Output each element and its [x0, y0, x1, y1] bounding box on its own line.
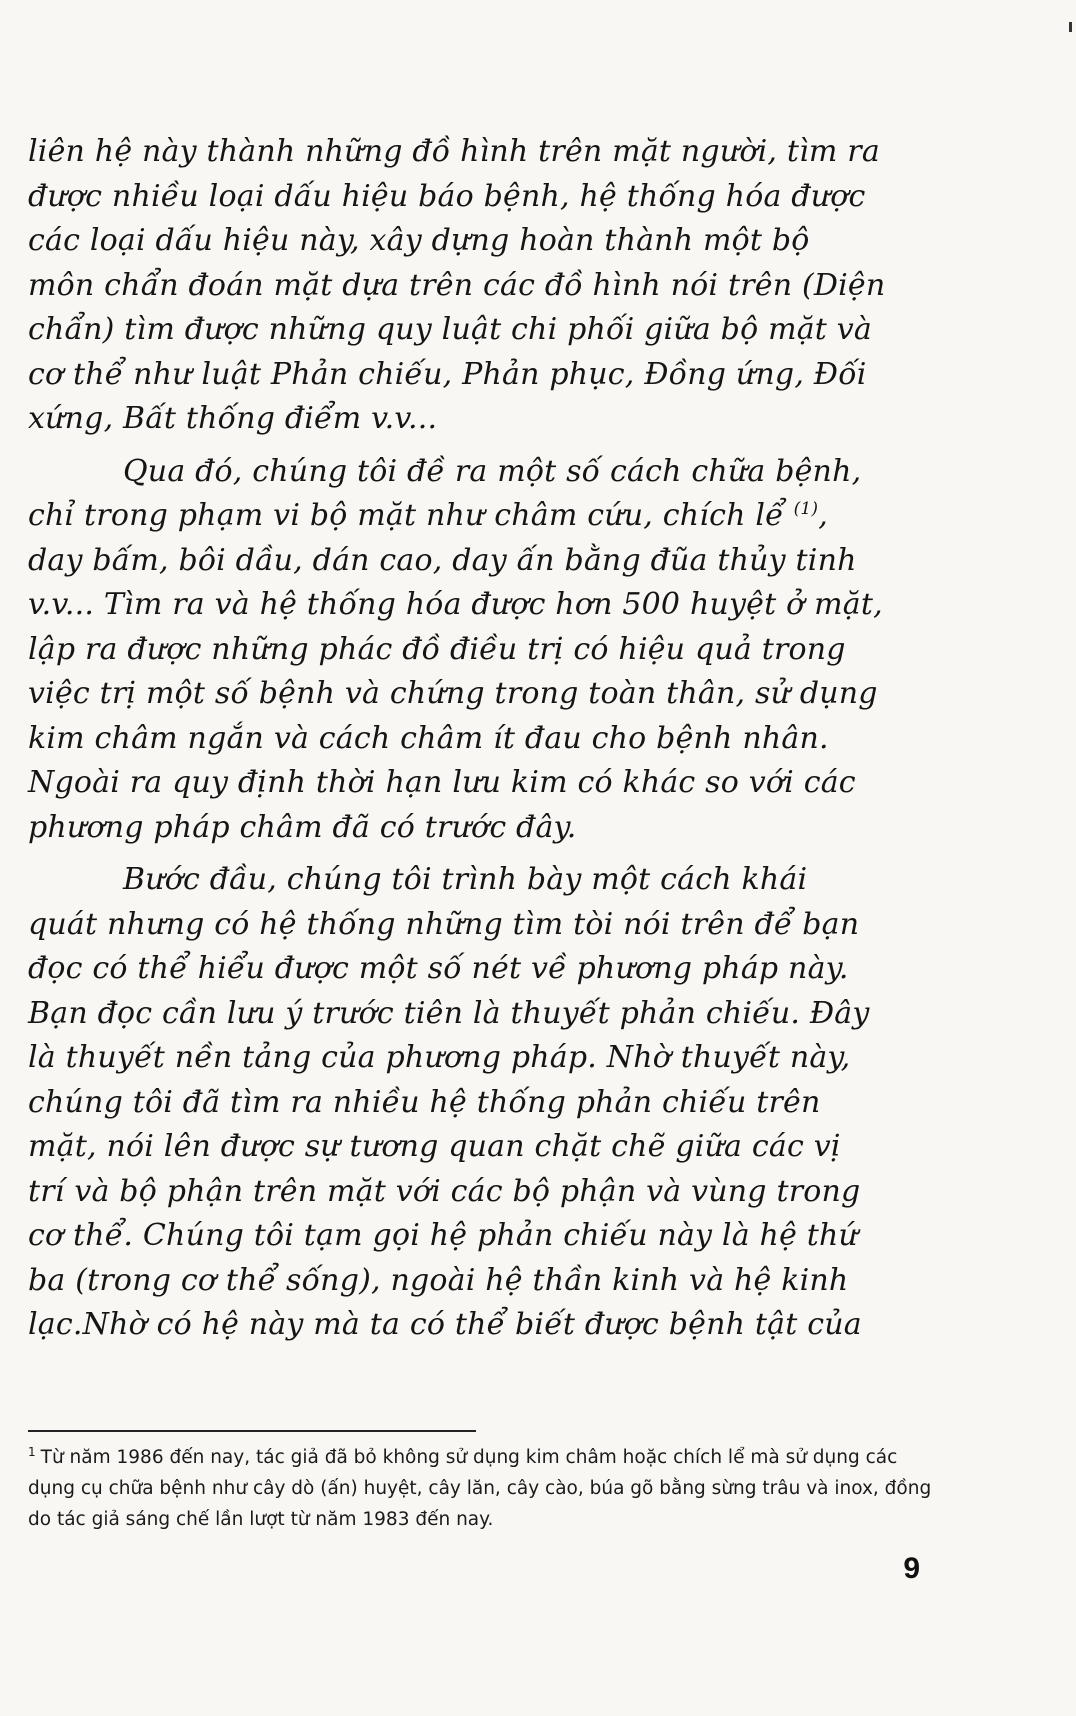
text-line: ba (trong cơ thể sống), ngoài hệ thần kinh và hệ kinh	[28, 1262, 849, 1298]
text-line: mặt, nói lên được sự tương quan chặt chẽ giữa các vị	[28, 1129, 841, 1164]
text-line: kim châm ngắn và cách châm ít đau cho bệnh nhân.	[28, 720, 829, 756]
footnote-line: dụng cụ chữa bệnh như cây dò (ấn) huyệt, cây lăn, cây cào, búa gõ bằng sừng trâu và inox, đồng	[28, 1478, 932, 1499]
text-line: Bạn đọc cần lưu ý trước tiên là thuyết phản chiếu. Đây	[28, 995, 870, 1031]
text-line: phương pháp châm đã có trước đây.	[28, 809, 577, 845]
footnote-line	[28, 1442, 938, 1473]
text-line: chúng tôi đã tìm ra nhiều hệ thống phản chiếu trên	[28, 1084, 821, 1120]
text-line: chỉ trong phạm vi bộ mặt như châm cứu, chích lể	[28, 498, 784, 533]
main-text	[28, 130, 928, 1356]
text-line: liên hệ này thành những đồ hình trên mặt người, tìm ra	[28, 134, 880, 169]
page-number: 9	[903, 1552, 920, 1585]
footnote	[28, 1442, 938, 1535]
text-line: chẩn) tìm được những quy luật chi phối giữa bộ mặt và	[28, 312, 873, 347]
paragraph-3	[28, 858, 928, 1348]
text-line: lập ra được những phác đồ điều trị có hiệu quả trong	[28, 631, 846, 667]
text-line: đọc có thể hiểu được một số nét về phương pháp này.	[28, 951, 849, 986]
text-line: lạc.Nhờ có hệ này mà ta có thể biết được bệnh tật của	[28, 1307, 862, 1342]
paragraph-2	[28, 450, 928, 851]
text-line: việc trị một số bệnh và chứng trong toàn thân, sử dụng	[28, 676, 878, 711]
footnote-line: do tác giả sáng chế lần lượt từ năm 1983 đến nay.	[28, 1509, 494, 1530]
text-line: được nhiều loại dấu hiệu báo bệnh, hệ thống hóa được	[28, 178, 866, 214]
text-line: Qua đó, chúng tôi đề ra một số cách chữa bệnh,	[123, 453, 862, 489]
text-line: Ngoài ra quy định thời hạn lưu kim có khác so với các	[28, 765, 856, 800]
text-line: Bước đầu, chúng tôi trình bày một cách khái	[123, 862, 808, 897]
text-line: các loại dấu hiệu này, xây dựng hoàn thành một bộ	[28, 223, 810, 258]
text-line: là thuyết nền tảng của phương pháp. Nhờ thuyết này,	[28, 1040, 851, 1075]
footnote-ref-suffix: ,	[818, 498, 828, 533]
footnote-mark: 1	[28, 1444, 36, 1459]
text-line: trí và bộ phận trên mặt với các bộ phận và vùng trong	[28, 1173, 861, 1209]
footnote-divider	[28, 1430, 476, 1432]
footnote-text: Từ năm 1986 đến nay, tác giả đã bỏ không sử dụng kim châm hoặc chích lể mà sử dụng các	[40, 1447, 898, 1468]
paragraph-1	[28, 130, 928, 442]
footnote-reference: (1)	[793, 499, 819, 519]
text-line: cơ thể. Chúng tôi tạm gọi hệ phản chiếu này là hệ thứ	[28, 1218, 859, 1253]
text-line: day bấm, bôi dầu, dán cao, day ấn bằng đũa thủy tinh	[28, 542, 857, 578]
text-line: môn chẩn đoán mặt dựa trên các đồ hình nói trên (Diện	[28, 267, 886, 303]
text-line: xứng, Bất thống điểm v.v...	[28, 401, 438, 436]
scan-edge-mark	[1069, 22, 1072, 32]
text-line: v.v... Tìm ra và hệ thống hóa được hơn 500 huyệt ở mặt,	[28, 587, 883, 622]
text-line-with-footnote-ref	[28, 494, 928, 539]
text-line: cơ thể như luật Phản chiếu, Phản phục, Đồng ứng, Đối	[28, 356, 867, 392]
text-line: quát nhưng có hệ thống những tìm tòi nói trên để bạn	[28, 906, 860, 942]
